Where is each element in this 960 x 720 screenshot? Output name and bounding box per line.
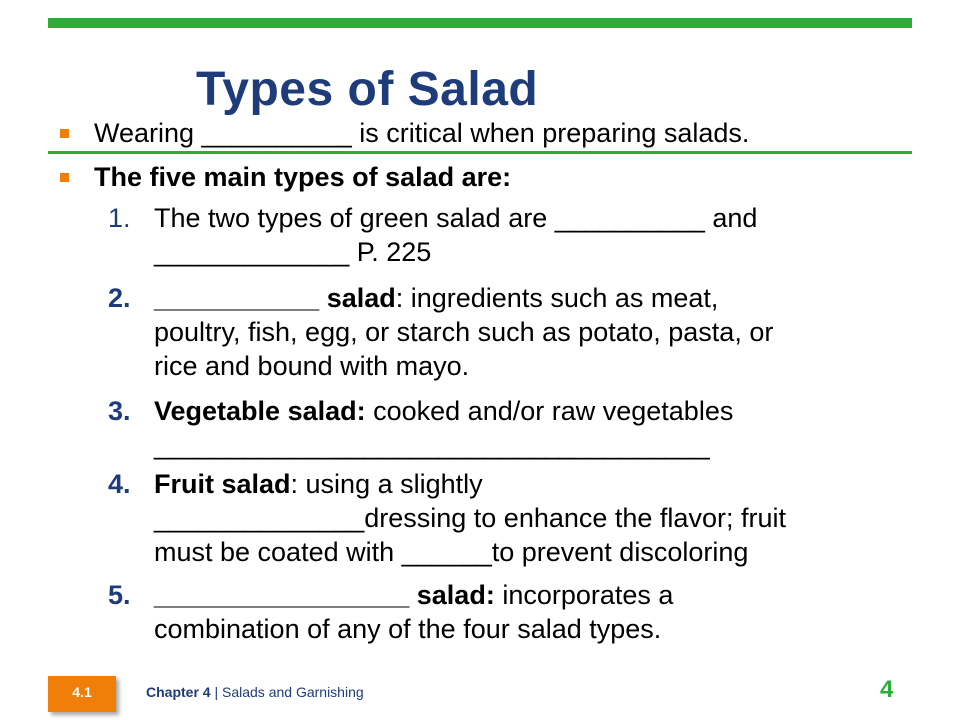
item-term: _________________ salad:: [154, 580, 495, 610]
item-line: [154, 281, 718, 315]
square-bullet-icon: [60, 129, 69, 138]
item-text: incorporates a: [494, 580, 674, 610]
item-line: must be coated with ______to prevent discoloring: [154, 537, 749, 567]
bullet-text: Wearing __________ is critical when preparing salads.: [94, 118, 750, 148]
item-text: cooked and/or raw vegetables: [365, 396, 734, 426]
item-line: The two types of green salad are __________ and: [154, 203, 758, 233]
item-term: Vegetable salad:: [154, 396, 366, 426]
item-line: [154, 467, 483, 501]
chapter-separator: |: [210, 684, 222, 700]
item-line: _____________________________________: [154, 430, 710, 460]
square-bullet-icon: [60, 173, 69, 182]
item-number: 1.: [108, 203, 131, 233]
item-term: Fruit salad: [154, 469, 291, 499]
item-line: [154, 578, 673, 612]
item-text: : using a slightly: [290, 469, 483, 499]
item-line: poultry, fish, egg, or starch such as potato, pasta, or: [154, 317, 774, 347]
item-number: 2.: [108, 283, 131, 313]
item-number: 4.: [108, 469, 131, 499]
item-term: salad: [319, 283, 396, 313]
item-text: : ingredients such as meat,: [395, 283, 719, 313]
item-line: rice and bound with mayo.: [154, 351, 470, 381]
item-line: combination of any of the four salad types.: [154, 614, 662, 644]
item-number: 5.: [108, 580, 131, 610]
chapter-label: Chapter 4: [146, 684, 211, 700]
section-tag: [48, 676, 116, 712]
page-number: 4: [880, 676, 894, 703]
footer-chapter: [146, 684, 364, 700]
item-line: _____________ P. 225: [154, 237, 432, 267]
section-tag-label: 4.1: [72, 684, 92, 700]
bullet-text: The five main types of salad are:: [94, 162, 512, 192]
item-number: 3.: [108, 396, 131, 426]
item-line: [154, 394, 733, 428]
chapter-title: Salads and Garnishing: [222, 684, 364, 700]
item-line: ______________dressing to enhance the flavor; fruit: [154, 503, 786, 533]
title-divider: [48, 151, 912, 154]
item-blank: ___________: [154, 283, 320, 313]
top-accent-bar: [48, 18, 912, 28]
slide-title: Types of Salad: [196, 63, 539, 116]
